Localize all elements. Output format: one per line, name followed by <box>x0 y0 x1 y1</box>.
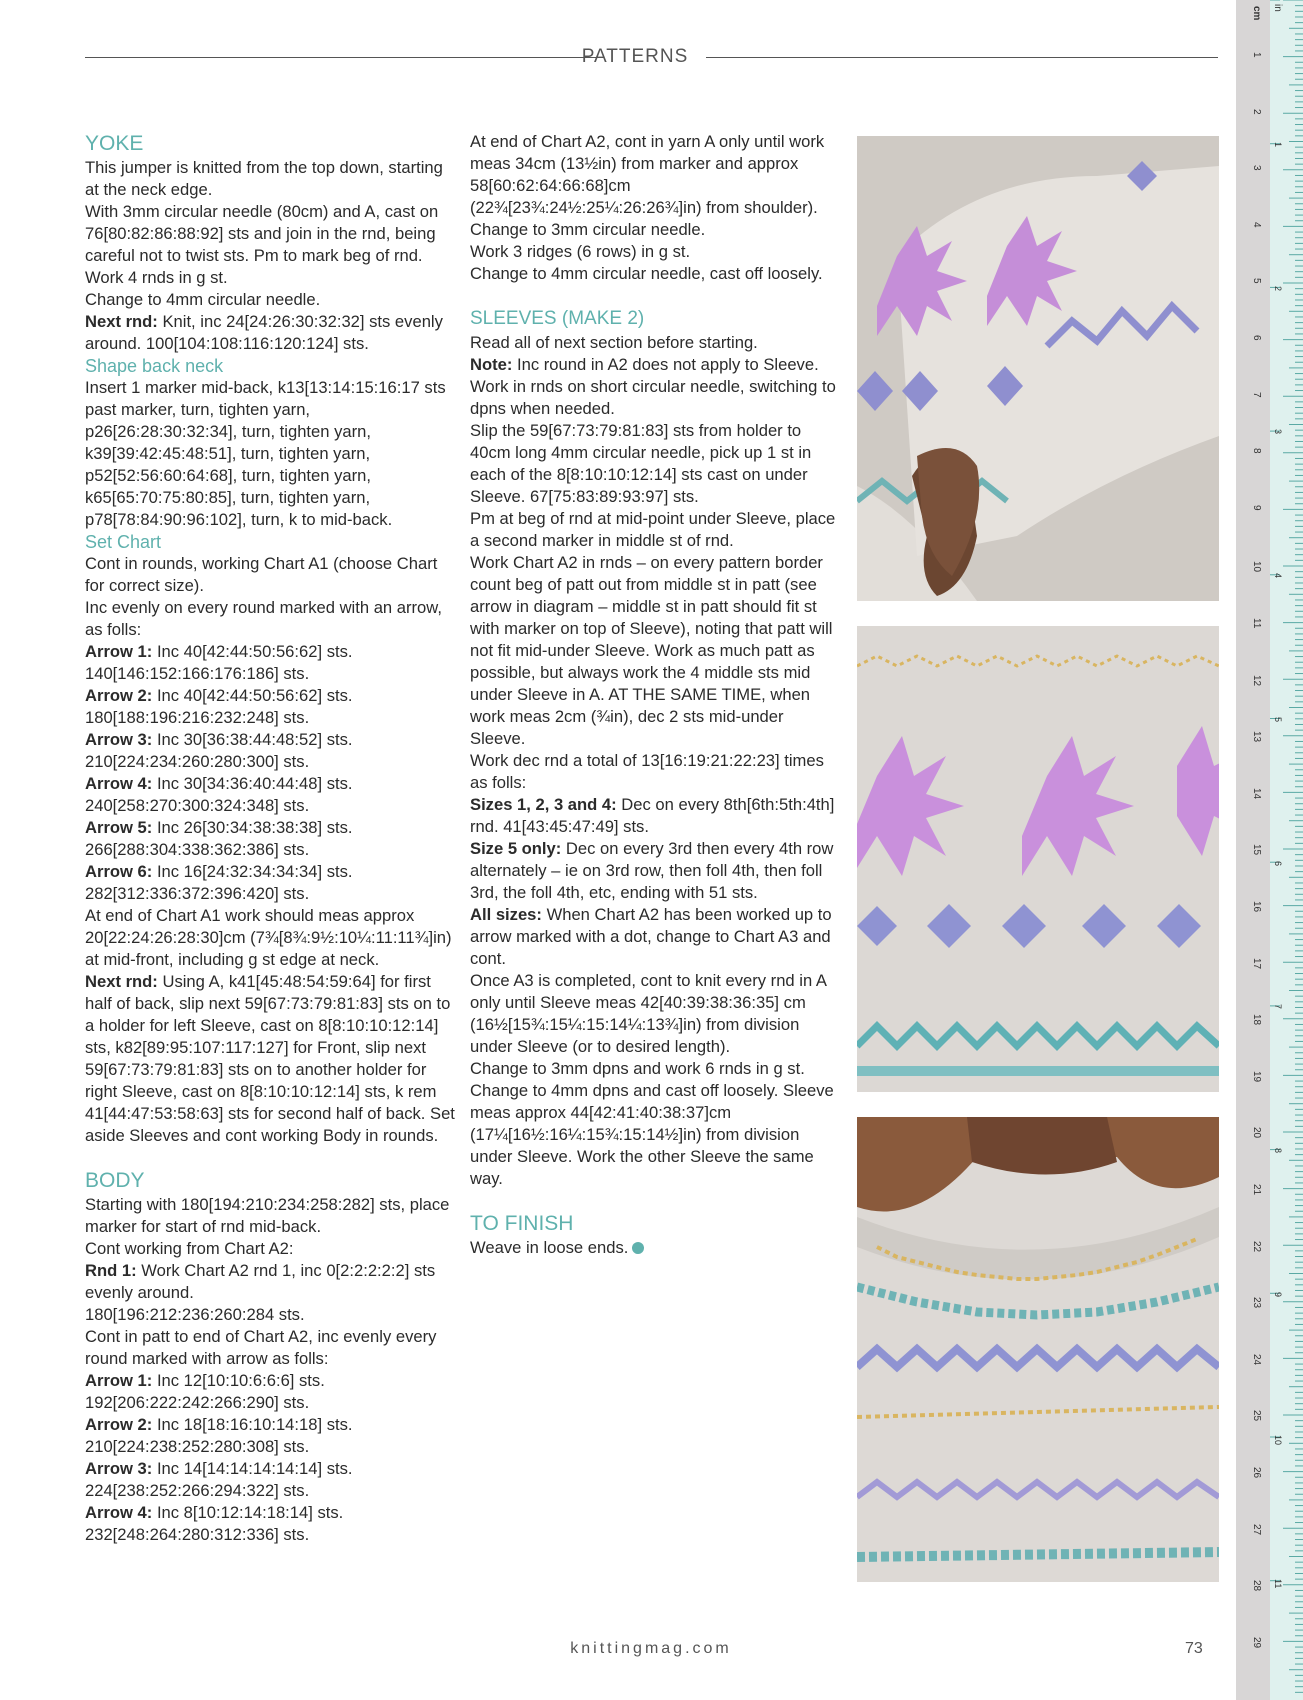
set-chart-heading: Set Chart <box>85 532 162 552</box>
body-chart: Cont working from Chart A2: <box>85 1239 294 1258</box>
ruler-in-label: 8 <box>1273 1147 1283 1153</box>
a2-arrow-1: Arrow 1: Inc 12[10:10:6:6:6] sts. <box>85 1371 325 1390</box>
body-needle-change: Change to 3mm circular needle. <box>470 220 706 239</box>
body-cont: Cont in patt to end of Chart A2, inc evenly every round marked with arrow as folls: <box>85 1327 437 1368</box>
ruler-in-label: 5 <box>1273 716 1283 722</box>
ruler-cm-label: 22 <box>1251 1240 1262 1252</box>
footer-url: knittingmag.com <box>570 1640 732 1657</box>
sleeves-sizes-1-4: Sizes 1, 2, 3 and 4: Dec on every 8th[6th:5th:4th] rnd. 41[43:45:47:49] sts. <box>470 795 835 836</box>
ruler-unit-in: in <box>1272 4 1283 12</box>
ruler-in-label: 11 <box>1273 1579 1283 1589</box>
ruler-cm-label: 16 <box>1251 901 1262 913</box>
ruler-cm-label: 14 <box>1251 787 1262 799</box>
set-chart-inc: Inc evenly on every round marked with an arrow, as folls: <box>85 598 442 639</box>
ruler-unit-cm: cm <box>1251 6 1262 21</box>
body-ridges: Work 3 ridges (6 rows) in g st. <box>470 242 691 261</box>
ruler-cm-label: 17 <box>1251 957 1262 969</box>
yoke-needle-change: Change to 4mm circular needle. <box>85 290 321 309</box>
ruler-cm-label: 28 <box>1251 1580 1262 1592</box>
body-start: Starting with 180[194:210:234:258:282] sts, place marker for start of rnd mid-back. <box>85 1195 450 1236</box>
ruler-cm-label: 26 <box>1251 1467 1262 1479</box>
a2-arrow-4: Arrow 4: Inc 8[10:12:14:18:14] sts. <box>85 1503 344 1522</box>
ruler-cm-label: 12 <box>1251 674 1262 686</box>
end-dot-icon <box>632 1242 644 1254</box>
finish-heading: TO FINISH <box>470 1212 574 1235</box>
yoke-closeup-photo <box>857 626 1219 1092</box>
ruler-cm-label: 27 <box>1251 1523 1262 1535</box>
ruler-cm-label: 8 <box>1251 448 1262 454</box>
a1-arrow-5-total: 266[288:304:338:362:386] sts. <box>85 840 310 859</box>
ruler-cm-label: 10 <box>1251 561 1262 573</box>
a1-arrow-4-total: 240[258:270:300:324:348] sts. <box>85 796 310 815</box>
sleeves-chart: Work Chart A2 in rnds – on every pattern border count beg of patt out from middle st in patt (see arrow in diagram – middle st in patt should fit st with marker on top of Sleeve), noting that patt will not fit mid-under Sleeve. Work as much patt as possible, but always work the 4 middle sts mid under Sleeve in A. AT THE SAME TIME, when work meas 2cm (¾in), dec 2 sts mid-under Sleeve. <box>470 553 833 748</box>
ruler-cm-label: 6 <box>1251 335 1262 341</box>
sleeves-dec: Work dec rnd a total of 13[16:19:21:22:23] times as folls: <box>470 751 824 792</box>
a1-arrow-6: Arrow 6: Inc 16[24:32:34:34:34] sts. <box>85 862 353 881</box>
end-chart-a1: At end of Chart A1 work should meas approx 20[22:24:26:28:30]cm (7¾[8¾:9½:10¼:11:11¾]in) at mid-front, including g st edge at neck. <box>85 906 452 969</box>
a2-arrow-3: Arrow 3: Inc 14[14:14:14:14:14] sts. <box>85 1459 353 1478</box>
ruler-in-label: 10 <box>1273 1435 1283 1446</box>
next-rnd-divide: Next rnd: Using A, k41[45:48:54:59:64] for first half of back, slip next 59[67:73:79:81:83] sts on to a holder for left Sleeve, cast on 8[8:10:10:12:14] sts, k82[89:95:107:117:127] for Front, slip next 59[67:73:79:81:83] sts on to another holder for right Sleeve, cast on 8[8:10:10:12:14] sts, k rem 41[44:47:53:58:63] sts for second half of back. Set aside Sleeves and cont working Body in rounds. <box>85 972 455 1145</box>
body-end-text: At end of Chart A2, cont in yarn A only until work meas 34cm (13½in) from marker and approx 58[60:62:64:66:68]cm (22¾[23¾:24½:25¼:26:26¾]in) from shoulder). <box>470 132 825 217</box>
a2-arrow-2: Arrow 2: Inc 18[18:16:10:14:18] sts. <box>85 1415 353 1434</box>
ruler-cm-label: 4 <box>1251 221 1262 228</box>
shape-back-neck-heading: Shape back neck <box>85 356 224 376</box>
sleeves-read: Read all of next section before starting. <box>470 333 758 352</box>
a1-arrow-1-total: 140[146:152:166:176:186] sts. <box>85 664 310 683</box>
finish-text: Weave in loose ends. <box>470 1237 840 1259</box>
sleeves-size-5: Size 5 only: Dec on every 3rd then every 4th row alternately – ie on 3rd row, then foll 4th, then foll 3rd, the foll 4th, etc, ending with 51 sts. <box>470 839 834 902</box>
ruler-cm-label: 13 <box>1251 731 1262 743</box>
sleeves-pm: Pm at beg of rnd at mid-point under Sleeve, place a second marker in middle st of rnd. <box>470 509 836 550</box>
a1-arrow-3: Arrow 3: Inc 30[36:38:44:48:52] sts. <box>85 730 353 749</box>
ruler-in-label: 4 <box>1273 573 1283 579</box>
sleeves-rnds: Work in rnds on short circular needle, switching to dpns when needed. <box>470 377 836 418</box>
shape-back-neck-text: Insert 1 marker mid-back, k13[13:14:15:16:17 sts past marker, turn, tighten yarn, p26[26:28:30:32:34], turn, tighten yarn, k39[39:42:45:48:51], turn, tighten yarn, p52[52:56:60:64:68], turn, tighten yarn, k65[65:70:75:80:85], turn, tighten yarn, p78[78:84:90:96:102], turn, k to mid-back. <box>85 378 446 529</box>
body-cast-off: Change to 4mm circular needle, cast off loosely. <box>470 264 823 283</box>
ruler-cm-label: 21 <box>1251 1184 1262 1196</box>
a1-arrow-1: Arrow 1: Inc 40[42:44:50:56:62] sts. <box>85 642 353 661</box>
ruler-cm-label: 11 <box>1251 618 1262 629</box>
yoke-intro: This jumper is knitted from the top down, starting at the neck edge. <box>85 158 443 199</box>
yoke-next-rnd: Next rnd: Knit, inc 24[24:26:30:32:32] sts evenly around. 100[104:108:116:120:124] sts. <box>85 312 443 353</box>
ruler-in-label: 3 <box>1273 429 1283 435</box>
ruler-in-label: 7 <box>1273 1004 1283 1010</box>
ruler-in-label: 9 <box>1273 1291 1283 1297</box>
a1-arrow-4: Arrow 4: Inc 30[34:36:40:44:48] sts. <box>85 774 353 793</box>
sleeves-heading: SLEEVES (MAKE 2) <box>470 308 645 329</box>
yoke-cast-on: With 3mm circular needle (80cm) and A, cast on 76[80:82:86:88:92] sts and join in the rnd, being careful not to twist sts. Pm to mark beg of rnd. <box>85 202 439 265</box>
ruler-cm-label: 15 <box>1251 844 1262 856</box>
ruler-in-label: 2 <box>1273 285 1283 291</box>
body-rnd1: Rnd 1: Work Chart A2 rnd 1, inc 0[2:2:2:2:2] sts evenly around. <box>85 1261 436 1302</box>
a2-arrow-3-total: 224[238:252:266:294:322] sts. <box>85 1481 310 1500</box>
a1-arrow-3-total: 210[224:234:260:280:300] sts. <box>85 752 310 771</box>
a2-arrow-2-total: 210[224:238:252:280:308] sts. <box>85 1437 310 1456</box>
middle-column <box>470 131 840 1259</box>
ruler-cm-label: 19 <box>1251 1070 1262 1082</box>
chart-a2-arrows <box>85 1370 455 1546</box>
sleeve-cuff-photo <box>857 136 1219 601</box>
sleeves-dpns: Change to 3mm dpns and work 6 rnds in g st. <box>470 1059 805 1078</box>
body-heading: BODY <box>85 1169 145 1192</box>
chart-a1-arrows <box>85 641 455 905</box>
ruler-cm-label: 23 <box>1251 1297 1262 1309</box>
ruler-cm-label: 24 <box>1251 1353 1262 1365</box>
ruler-cm-label: 7 <box>1251 391 1262 398</box>
sleeves-a3: Once A3 is completed, cont to knit every rnd in A only until Sleeve meas 42[40:39:38:36:35] cm (16½[15¾:15¼:15:14¼:13¾]in) from division under Sleeve (or to desired length). <box>470 971 827 1056</box>
a1-arrow-5: Arrow 5: Inc 26[30:34:38:38:38] sts. <box>85 818 353 837</box>
header-rule-right <box>706 57 1218 58</box>
page-number: 73 <box>1185 1640 1203 1657</box>
ruler-cm-label: 9 <box>1251 504 1262 511</box>
set-chart-text: Cont in rounds, working Chart A1 (choose Chart for correct size). <box>85 554 438 595</box>
ruler-cm-label: 5 <box>1251 278 1262 284</box>
a1-arrow-2: Arrow 2: Inc 40[42:44:50:56:62] sts. <box>85 686 353 705</box>
sleeves-all-sizes: All sizes: When Chart A2 has been worked up to arrow marked with a dot, change to Chart A3 and cont. <box>470 905 832 968</box>
a1-arrow-6-total: 282[312:336:372:396:420] sts. <box>85 884 310 903</box>
ruler-cm-label: 29 <box>1251 1636 1262 1648</box>
body-rnd1-total: 180[196:212:236:260:284 sts. <box>85 1305 305 1324</box>
ruler-cm-label: 25 <box>1251 1410 1262 1422</box>
neckline-photo <box>857 1117 1219 1582</box>
yoke-heading: YOKE <box>85 132 144 155</box>
ruler-in-label: 1 <box>1273 142 1283 148</box>
header-rule-left <box>85 57 602 58</box>
ruler-cm-label: 18 <box>1251 1014 1262 1026</box>
left-column <box>85 131 455 1546</box>
section-header: PATTERNS <box>581 46 689 67</box>
ruler-in-label: 6 <box>1273 860 1283 866</box>
ruler-cm-label: 3 <box>1251 165 1262 171</box>
a2-arrow-1-total: 192[206:222:242:266:290] sts. <box>85 1393 310 1412</box>
ruler-cm-label: 2 <box>1251 108 1262 115</box>
yoke-garter: Work 4 rnds in g st. <box>85 268 228 287</box>
ruler-cm-label: 20 <box>1251 1127 1262 1139</box>
sleeves-note: Note: Inc round in A2 does not apply to Sleeve. <box>470 355 819 374</box>
ruler-cm-label: 1 <box>1251 52 1262 58</box>
sleeves-slip: Slip the 59[67:73:79:81:83] sts from holder to 40cm long 4mm circular needle, pick up 1 st in each of the 8[8:10:10:12:14] sts cast on under Sleeve. 67[75:83:89:93:97] sts. <box>470 421 812 506</box>
sleeves-finish: Change to 4mm dpns and cast off loosely. Sleeve meas approx 44[42:41:40:38:37]cm (17¼[16½:16¼:15¾:15:14½]in) from division under Sleeve. Work the other Sleeve the same way. <box>470 1081 834 1188</box>
a2-arrow-4-total: 232[248:264:280:312:336] sts. <box>85 1525 310 1544</box>
a1-arrow-2-total: 180[188:196:216:232:248] sts. <box>85 708 310 727</box>
